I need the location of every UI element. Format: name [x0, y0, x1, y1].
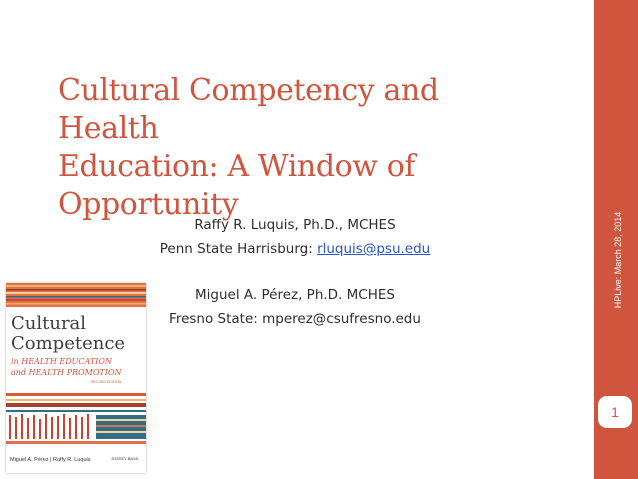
book-subtitle-line-1: in HEALTH EDUCATION [11, 357, 112, 366]
sidebar-date-text: HPLive: March 28, 2014 [613, 211, 623, 309]
book-authors: Miguel A. Pérez | Raffy R. Luquis [10, 457, 91, 463]
title-line-2: Education: A Window of [58, 149, 416, 184]
book-title-line-1: Cultural [11, 313, 87, 334]
title-line-1: Cultural Competency and Health [58, 73, 439, 146]
book-subtitle-line-2: and HEALTH PROMOTION [11, 368, 122, 377]
authors-block [120, 213, 470, 331]
author1-email-link[interactable]: rluquis@psu.edu [317, 241, 431, 257]
book-edition: SECOND EDITION [91, 380, 122, 384]
book-publisher: JOSSEY-BASS [111, 456, 139, 461]
book-title-line-2: Competence [11, 333, 126, 354]
book-cover-image [6, 283, 146, 473]
author1-affiliation-label: Penn State Harrisburg: [159, 241, 318, 257]
spacer [120, 261, 470, 283]
book-cover-top-pattern [6, 283, 146, 307]
author2-name: Miguel A. Pérez, Ph.D. MCHES [195, 287, 395, 303]
author1-affiliation [120, 237, 470, 261]
title-line-3: Opportunity [58, 187, 239, 222]
author1-name: Raffy R. Luquis, Ph.D., MCHES [194, 217, 396, 233]
book-cover-pattern [6, 389, 146, 449]
page-number-badge: 1 [598, 396, 632, 428]
slide-title [58, 72, 528, 224]
author2-affiliation: Fresno State: mperez@csufresno.edu [169, 311, 421, 327]
